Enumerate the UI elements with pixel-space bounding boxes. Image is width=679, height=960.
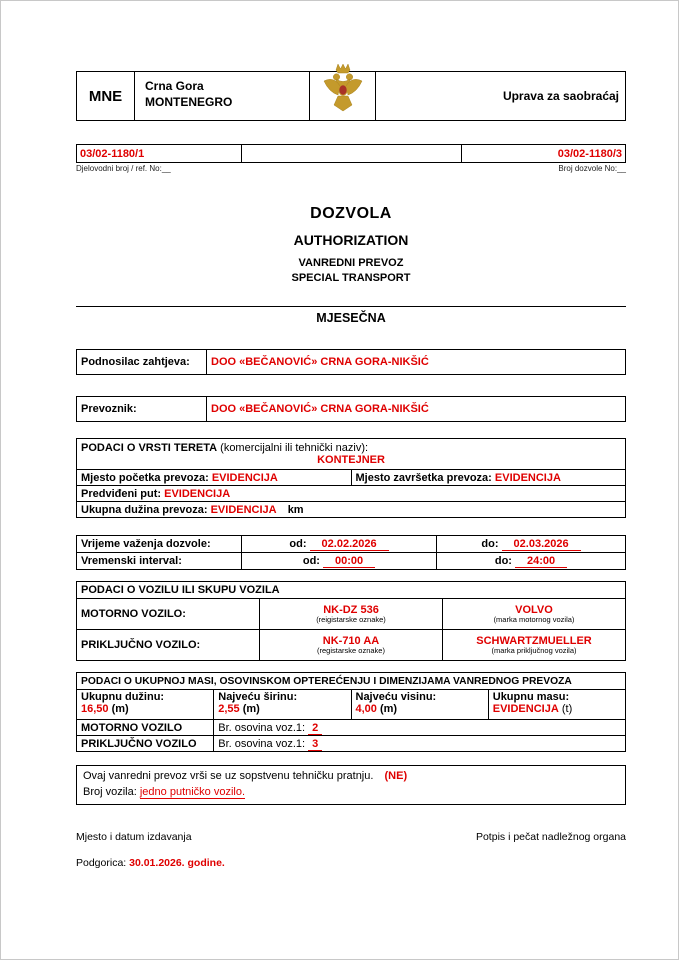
subtitle-vanredni-prevoz: VANREDNI PREVOZ [298,257,404,269]
applicant-table [76,349,626,375]
trailer-plate-caption: (registarske oznake) [317,645,385,655]
validity-date-to-cell [437,536,626,553]
table-row [77,536,626,553]
emblem-cell [310,72,376,120]
total-mass-label: Ukupnu masu: [492,691,570,703]
country-name [135,72,310,120]
trailer-axles-value: 3 [308,738,322,751]
table-row [77,486,626,502]
country-name-english: MONTENEGRO [145,94,233,109]
issue-place-label: Mjesto i datum izdavanja [76,830,192,843]
reference-numbers-table [76,144,626,163]
ref-middle-cell [242,145,462,163]
escort-text: Ovaj vanredni prevoz vrši se uz sopstvenu tehničku pratnju. [83,770,374,782]
ref-captions [76,164,626,173]
cargo-length-cell [77,502,626,518]
issue-date-value: 30.01.2026. godine. [129,856,225,869]
trailer-row-label: PRIKLJUČNO VOZILO [77,736,214,752]
vehicles-table [76,581,626,661]
cargo-end-value: EVIDENCIJA [494,471,561,484]
total-mass-cell [488,690,625,720]
carrier-label: Prevoznik: [77,397,207,422]
document-header [76,71,626,121]
cargo-start-cell [77,470,352,486]
ref-number-left-cell [77,145,242,163]
total-length-cell [77,690,214,720]
do-label: do: [481,538,499,550]
cargo-length-unit: km [287,503,304,516]
table-row [77,720,626,736]
signature-label: Potpis i pečat nadležnog organa [475,830,626,843]
max-width-cell [214,690,351,720]
validity-date-from-cell [242,536,437,553]
interval-to-cell [437,553,626,570]
max-width-label: Najveću širinu: [218,691,298,703]
carrier-value: DOO «BEČANOVIĆ» CRNA GORA-NIKŠIĆ [211,403,429,415]
table-row [77,736,626,752]
cargo-length-value: EVIDENCIJA [210,503,277,516]
motor-axles-label: Br. osovina voz.1: [218,721,306,734]
motor-make-value: VOLVO [515,603,553,616]
ref-caption-left: Djelovodni broj / ref. No:__ [76,164,171,173]
cargo-route-value: EVIDENCIJA [164,487,231,500]
horizontal-rule [76,306,626,307]
cargo-end-label: Mjesto završetka prevoza: [355,471,492,484]
total-length-unit: (m) [111,703,129,715]
trailer-vehicle-label: PRIKLJUČNO VOZILO: [77,630,260,661]
vehicles-header: PODACI O VOZILU ILI SKUPU VOZILA [77,582,626,599]
cargo-end-cell [351,470,626,486]
table-row [77,673,626,690]
cargo-header-bold: PODACI O VRSTI TERETA [81,442,218,454]
validity-period-label: Vrijeme važenja dozvole: [77,536,242,553]
ref-number-right-cell [462,145,626,163]
od-label: od: [289,538,307,550]
cargo-header-normal: (komercijalni ili tehnički naziv): [217,442,369,454]
table-row [77,582,626,599]
trailer-plate-cell [260,630,443,661]
motor-plate-caption: (reigistarske oznake) [316,614,386,624]
cargo-route-label: Predviđeni put: [81,487,162,500]
validity-table [76,535,626,570]
od-label: od: [302,555,320,567]
montenegro-coat-of-arms-icon [321,67,365,126]
footer-labels [76,831,626,843]
motor-row-label: MOTORNO VOZILO [77,720,214,736]
cargo-start-value: EVIDENCIJA [211,471,278,484]
total-length-value: 16,50 [81,703,109,715]
max-height-cell [351,690,488,720]
cargo-type: KONTEJNER [317,454,385,466]
issue-city-label: Podgorica: [76,856,127,869]
dimensions-header: PODACI O UKUPNOJ MASI, OSOVINSKOM OPTEREĆENJU I DIMENZIJAMA VANREDNOG PREVOZA [77,673,626,690]
max-width-unit: (m) [242,703,260,715]
table-row [77,470,626,486]
trailer-make-value: SCHWARTZMUELLER [476,634,592,647]
trailer-axles-cell [214,736,626,752]
table-row [77,145,626,163]
carrier-value-cell [207,397,626,422]
max-width-value: 2,55 [218,703,240,715]
country-name-local: Crna Gora [145,79,204,93]
cargo-header [81,442,621,454]
total-mass-unit: (t) [561,703,573,715]
total-length-label: Ukupnu dužinu: [81,691,165,703]
title-block [76,205,626,284]
interval-from-cell [242,553,437,570]
permit-period: MJESEČNA [316,311,386,325]
applicant-value: DOO «BEČANOVIĆ» CRNA GORA-NIKŠIĆ [211,356,429,368]
motor-plate-value: NK-DZ 536 [323,603,379,616]
trailer-plate-value: NK-710 AA [322,634,380,647]
table-row [77,599,626,630]
escort-line2 [83,785,619,801]
trailer-axles-label: Br. osovina voz.1: [218,737,306,750]
motor-vehicle-label: MOTORNO VOZILO: [77,599,260,630]
title-dozvola: DOZVOLA [310,205,392,222]
table-row [77,553,626,570]
time-from-value: 00:00 [323,555,375,568]
applicant-value-cell [207,350,626,375]
ref-caption-right: Broj dozvole No:__ [558,164,626,173]
do-label: do: [494,555,512,567]
escort-vehicles-label: Broj vozila: [83,785,137,798]
subtitle-special-transport: SPECIAL TRANSPORT [291,272,411,284]
max-height-label: Najveću visinu: [355,691,437,703]
trailer-make-caption: (marka priključnog vozila) [491,645,577,655]
cargo-table [76,438,626,518]
table-row [77,397,626,422]
carrier-table [76,396,626,422]
dimensions-table [76,672,626,752]
escort-note-box [76,765,626,805]
time-to-value: 24:00 [515,555,567,568]
document-content [76,71,626,869]
table-row [77,439,626,470]
table-row [77,350,626,375]
interval-label: Vremenski interval: [77,553,242,570]
issue-line [76,857,626,869]
ref-number-left: 03/02-1180/1 [80,147,145,160]
trailer-make-cell [443,630,626,661]
date-from-value: 02.02.2026 [310,538,389,551]
cargo-header-cell [77,439,626,470]
escort-answer: (NE) [384,770,408,782]
permit-number-right: 03/02-1180/3 [557,147,622,160]
escort-vehicles-value: jedno putničko vozilo. [139,785,246,798]
applicant-label: Podnosilac zahtjeva: [77,350,207,375]
cargo-route-cell [77,486,626,502]
motor-plate-cell [260,599,443,630]
cargo-length-label: Ukupna dužina prevoza: [81,503,208,516]
table-row [77,502,626,518]
title-authorization: AUTHORIZATION [293,232,409,248]
table-row [77,690,626,720]
cargo-start-label: Mjesto početka prevoza: [81,471,209,484]
motor-make-caption: (marka motornog vozila) [493,614,575,624]
motor-make-cell [443,599,626,630]
max-height-unit: (m) [379,703,398,715]
max-height-value: 4,00 [355,703,377,715]
date-to-value: 02.03.2026 [502,538,581,551]
issuing-agency: Uprava za saobraćaj [502,89,619,103]
table-row [77,630,626,661]
motor-axles-value: 2 [308,722,322,735]
escort-line1 [83,769,619,785]
country-code: MNE [77,72,135,120]
total-mass-value: EVIDENCIJA [492,703,559,715]
motor-axles-cell [214,720,626,736]
